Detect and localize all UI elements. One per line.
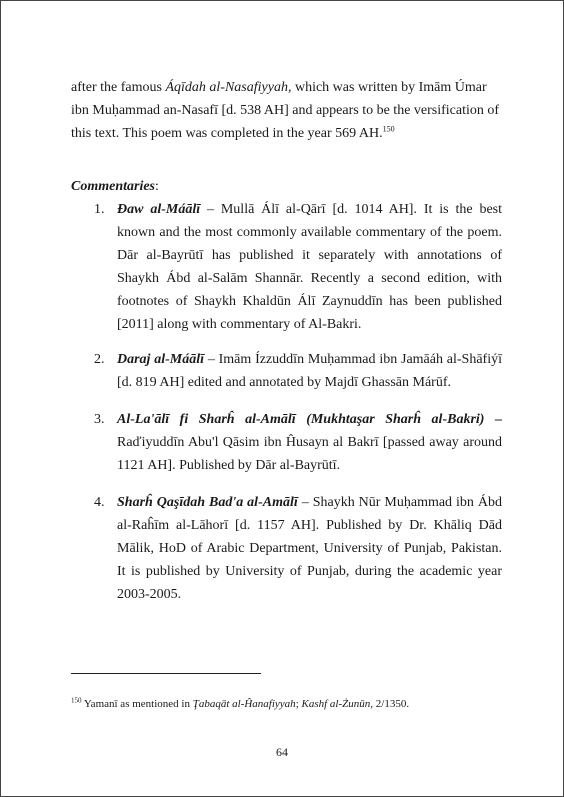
footnote-text: Yamanī as mentioned in — [81, 698, 193, 710]
footnote-separator: ; — [295, 698, 302, 710]
list-item-title: Daraj al-Máālī — [117, 352, 205, 367]
list-item-body — [117, 348, 502, 394]
list-item-body — [117, 198, 502, 336]
footnote-source-title: Ţabaqāt al-Ĥanafiyyah — [192, 698, 296, 710]
list-item-body — [117, 408, 502, 477]
footnote-divider — [71, 673, 261, 674]
list-item — [94, 198, 502, 336]
list-item-title: Đaw al-Máālī — [117, 202, 201, 217]
footnote-citation: , 2/1350. — [370, 698, 410, 710]
list-item-text: – Imām Ízzuddīn Muḥammad ibn Jamāáh al-Shāfiýī [d. 819 AH] edited and annotated by Majdī Ghassān Márūf. — [117, 352, 502, 390]
list-item-number: 1. — [94, 202, 105, 217]
page-number: 64 — [276, 745, 288, 759]
commentaries-heading — [71, 175, 159, 198]
list-item-text: Raďiyuddīn Abu'l Qāsim ibn Ĥusayn al Bakrī [passed away around 1121 AH]. Published by Dār al-Bayrūtī. — [117, 435, 502, 473]
list-item-title: Sharĥ Qaşīdah Bad'a al-Amālī — [117, 495, 298, 510]
intro-text-end: which was written by Imām Úmar ibn Muḥammad an-Nasafī [d. 538 AH] and appears to be the versification of this text. This poem was completed in the year 569 AH. — [71, 80, 500, 141]
footnote-number: 150 — [71, 696, 82, 705]
footnote-source-title: Kashf al-Żunūn — [301, 698, 371, 710]
commentaries-heading-colon: : — [155, 179, 159, 194]
footnote — [71, 697, 501, 711]
list-item — [94, 408, 502, 477]
list-item-number: 3. — [94, 412, 105, 427]
list-item-text: – Mullā Álī al-Qārī [d. 1014 AH]. It is the best known and the most commonly available commentary of the poem. Dār al-Bayrūtī has published it separately with annotations of Shaykh Ábd al-Salām Shannār. Recently a second edition, with footnotes of Shaykh Khaldūn Álī Zaynuddīn has been published [2011] along with commentary of Al-Bakri. — [117, 202, 502, 332]
list-item-body — [117, 491, 502, 606]
intro-book-title: Áqīdah al-Nasafiyyah, — [165, 80, 292, 95]
list-item-number: 2. — [94, 352, 105, 367]
list-item-number: 4. — [94, 495, 105, 510]
footnote-reference[interactable]: 150 — [382, 124, 395, 134]
intro-text-start: after the famous — [71, 80, 166, 95]
list-item-title: Al-La'ālī fi Sharĥ al-Amālī (Mukhtaşar Sharĥ al-Bakri) – — [117, 412, 502, 427]
list-item-text: – Shaykh Nūr Muḥammad ibn Ábd al-Raĥīm al-Lāhorī [d. 1157 AH]. Published by Dr. Khāliq Dād Mālik, HoD of Arabic Department, University of Punjab, Pakistan. It is published by University of Punjab, during the academic year 2003-2005. — [117, 495, 503, 602]
intro-paragraph — [71, 76, 501, 145]
commentaries-heading-label: Commentaries — [71, 179, 156, 194]
list-item — [94, 348, 502, 394]
list-item — [94, 491, 502, 606]
